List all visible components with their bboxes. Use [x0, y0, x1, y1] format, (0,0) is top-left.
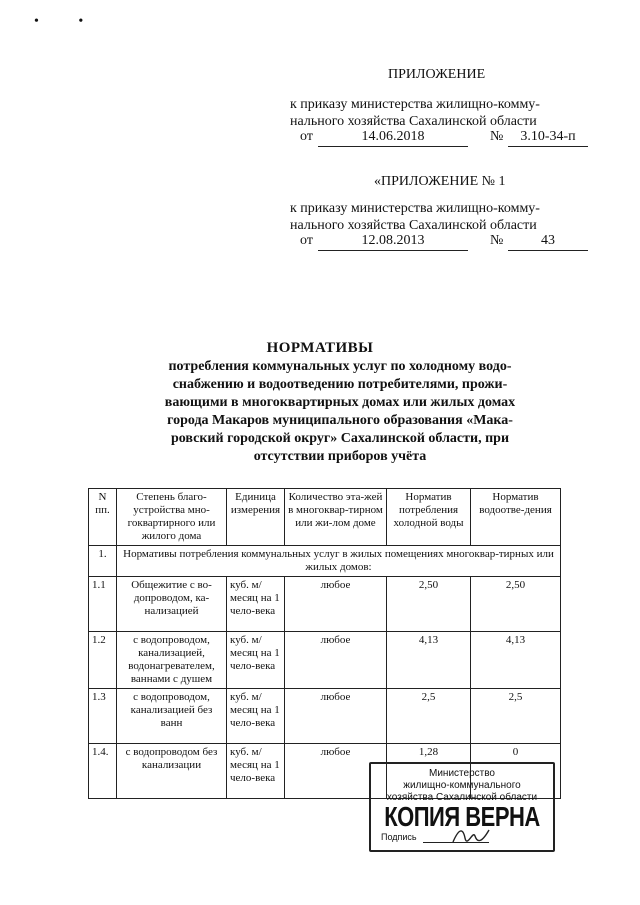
order-number: 43 — [508, 233, 588, 251]
row-number: 1.3 — [89, 689, 117, 744]
subtitle-line: потребления коммунальных услуг по холодному водо- — [168, 359, 512, 374]
row-floors: любое — [285, 577, 387, 632]
section-number: 1. — [89, 546, 117, 577]
certified-copy-stamp — [369, 762, 555, 852]
section-text: Нормативы потребления коммунальных услуг в жилых помещениях многоквар-тирных или жилых домов: — [117, 546, 561, 577]
appendix-1-line-2: нального хозяйства Сахалинской области — [290, 218, 537, 233]
row-water: 1,28 — [387, 744, 471, 799]
row-type: с водопроводом, канализацией без ванн — [117, 689, 227, 744]
table-row — [89, 689, 561, 744]
document-title: НОРМАТИВЫ — [266, 340, 374, 356]
row-drain: 2,5 — [471, 689, 561, 744]
row-number: 1.2 — [89, 632, 117, 689]
header-cell: Единица измерения — [227, 489, 285, 546]
row-unit: куб. м/месяц на 1 чело-века — [227, 744, 285, 799]
stamp-text: КОПИЯ ВЕРНА — [384, 800, 540, 832]
header-cell: Количество эта-жей в многоквар-тирном или жи-лом доме — [285, 489, 387, 546]
stamp-org-line: Министерство — [429, 768, 495, 779]
order-number: 3.10-34-п — [508, 129, 588, 147]
row-water: 2,5 — [387, 689, 471, 744]
row-floors: любое — [285, 632, 387, 689]
row-drain: 2,50 — [471, 577, 561, 632]
row-water: 2,50 — [387, 577, 471, 632]
scan-dots: • • — [34, 14, 102, 29]
row-drain: 4,13 — [471, 632, 561, 689]
from-label: от — [300, 233, 313, 248]
appendix-line-2: нального хозяйства Сахалинской области — [290, 114, 537, 129]
appendix-title: ПРИЛОЖЕНИЕ — [388, 67, 486, 82]
subtitle-line: вающими в многоквартирных домах или жилых домах — [164, 395, 516, 410]
stamp-org-line: хозяйства Сахалинской области — [386, 792, 538, 803]
row-number: 1.1 — [89, 577, 117, 632]
document-subtitle — [140, 358, 540, 466]
section-row — [89, 546, 561, 577]
row-type: Общежитие с во-допроводом, ка-нализацией — [117, 577, 227, 632]
number-label: № — [490, 129, 504, 144]
appendix-line-1: к приказу министерства жилищно-комму- — [290, 97, 540, 112]
row-unit: куб. м/месяц на 1 чело-века — [227, 577, 285, 632]
subtitle-line: отсутствии приборов учёта — [253, 449, 427, 464]
number-label: № — [490, 233, 504, 248]
signature-icon — [451, 826, 491, 846]
stamp-org-line: жилищно-коммунального — [403, 780, 521, 791]
table-row — [89, 577, 561, 632]
header-cell: Норматив водоотве-дения — [471, 489, 561, 546]
norms-table — [88, 488, 561, 799]
row-type: с водопроводом без канализации — [117, 744, 227, 799]
row-number: 1.4. — [89, 744, 117, 799]
order-date: 12.08.2013 — [318, 233, 468, 251]
subtitle-line: города Макаров муниципального образования «Мака- — [167, 413, 513, 428]
from-label: от — [300, 129, 313, 144]
header-cell: Степень благо-устройства мно-гоквартирного или жилого дома — [117, 489, 227, 546]
row-unit: куб. м/месяц на 1 чело-века — [227, 689, 285, 744]
row-water: 4,13 — [387, 632, 471, 689]
subtitle-line: ровский городской округ» Сахалинской области, при — [170, 431, 510, 446]
header-cell: Норматив потребления холодной воды — [387, 489, 471, 546]
order-date: 14.06.2018 — [318, 129, 468, 147]
stamp-organization — [371, 768, 553, 804]
row-drain: 0 — [471, 744, 561, 799]
appendix-1-line-1: к приказу министерства жилищно-комму- — [290, 201, 540, 216]
header-cell: N пп. — [89, 489, 117, 546]
row-type: с водопроводом, канализацией, водонагревателем, ваннами с душем — [117, 632, 227, 689]
row-floors: любое — [285, 744, 387, 799]
table-row — [89, 632, 561, 689]
stamp-sign-label: Подпись — [381, 832, 417, 842]
subtitle-line: снабжению и водоотведению потребителями, прожи- — [172, 377, 508, 392]
row-unit: куб. м/месяц на 1 чело-века — [227, 632, 285, 689]
row-floors: любое — [285, 689, 387, 744]
table-header-row — [89, 489, 561, 546]
appendix-1-title: «ПРИЛОЖЕНИЕ № 1 — [374, 174, 506, 189]
